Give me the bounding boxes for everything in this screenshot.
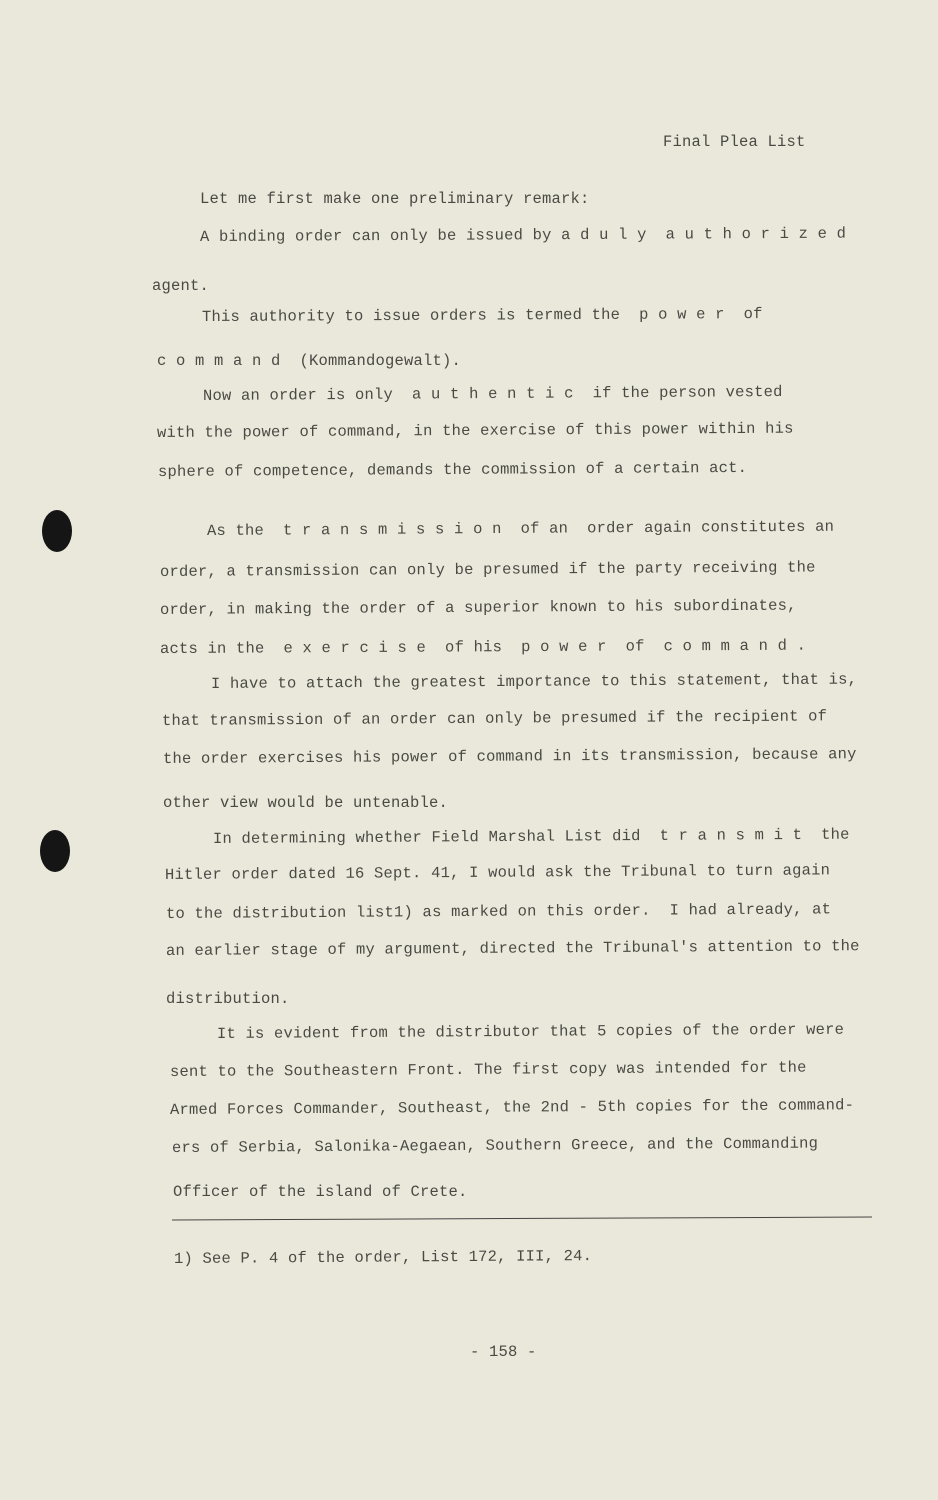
- text-line: It is evident from the distributor that 5 copies of the order were: [216, 1020, 845, 1043]
- text-line: sent to the Southeastern Front. The first copy was intended for the: [169, 1058, 807, 1081]
- footnote-divider: [172, 1216, 872, 1220]
- text-line: Let me first make one preliminary remark:: [200, 190, 590, 208]
- text-line: As the t r a n s m i s s i o n of an order again constitutes an: [206, 517, 835, 540]
- text-line: This authority to issue orders is termed the p o w e r of: [201, 305, 763, 326]
- text-line: Hitler order dated 16 Sept. 41, I would ask the Tribunal to turn again: [164, 861, 831, 884]
- text-line: the order exercises his power of command in its transmission, because any: [162, 745, 857, 768]
- text-line: acts in the e x e r c i s e of his p o w e r of c o m m a n d .: [159, 636, 807, 658]
- text-line: A binding order can only be issued by a d u l y a u t h o r i z e d: [199, 224, 847, 246]
- text-line: other view would be untenable.: [163, 794, 449, 812]
- punch-hole: [42, 510, 72, 552]
- footnote: 1) See P. 4 of the order, List 172, III, 24.: [173, 1247, 593, 1268]
- text-line: In determining whether Field Marshal List did t r a n s m i t the: [212, 825, 850, 848]
- text-line: order, a transmission can only be presumed if the party receiving the: [159, 558, 816, 581]
- running-header: Final Plea List: [663, 133, 806, 151]
- text-line: Now an order is only a u t h e n t i c if the person vested: [202, 382, 783, 405]
- text-line: agent.: [152, 277, 210, 295]
- text-line: Armed Forces Commander, Southeast, the 2nd - 5th copies for the command-: [169, 1096, 855, 1119]
- text-line: c o m m a n d (Kommandogewalt).: [157, 352, 462, 370]
- text-line: sphere of competence, demands the commission of a certain act.: [157, 458, 748, 481]
- text-line: an earlier stage of my argument, directed the Tribunal's attention to the: [165, 937, 860, 960]
- text-line: order, in making the order of a superior known to his subordinates,: [159, 596, 797, 619]
- page-number: - 158 -: [470, 1343, 537, 1361]
- text-line: to the distribution list1) as marked on this order. I had already, at: [165, 900, 832, 923]
- punch-hole: [40, 830, 70, 872]
- text-line: Officer of the island of Crete.: [173, 1183, 468, 1201]
- text-line: with the power of command, in the exercise of this power within his: [156, 419, 794, 442]
- text-line: I have to attach the greatest importance to this statement, that is,: [210, 670, 858, 693]
- text-line: ers of Serbia, Salonika-Aegaean, Southern Greece, and the Commanding: [171, 1134, 819, 1157]
- text-line: distribution.: [166, 990, 290, 1008]
- text-line: that transmission of an order can only be presumed if the recipient of: [161, 707, 828, 730]
